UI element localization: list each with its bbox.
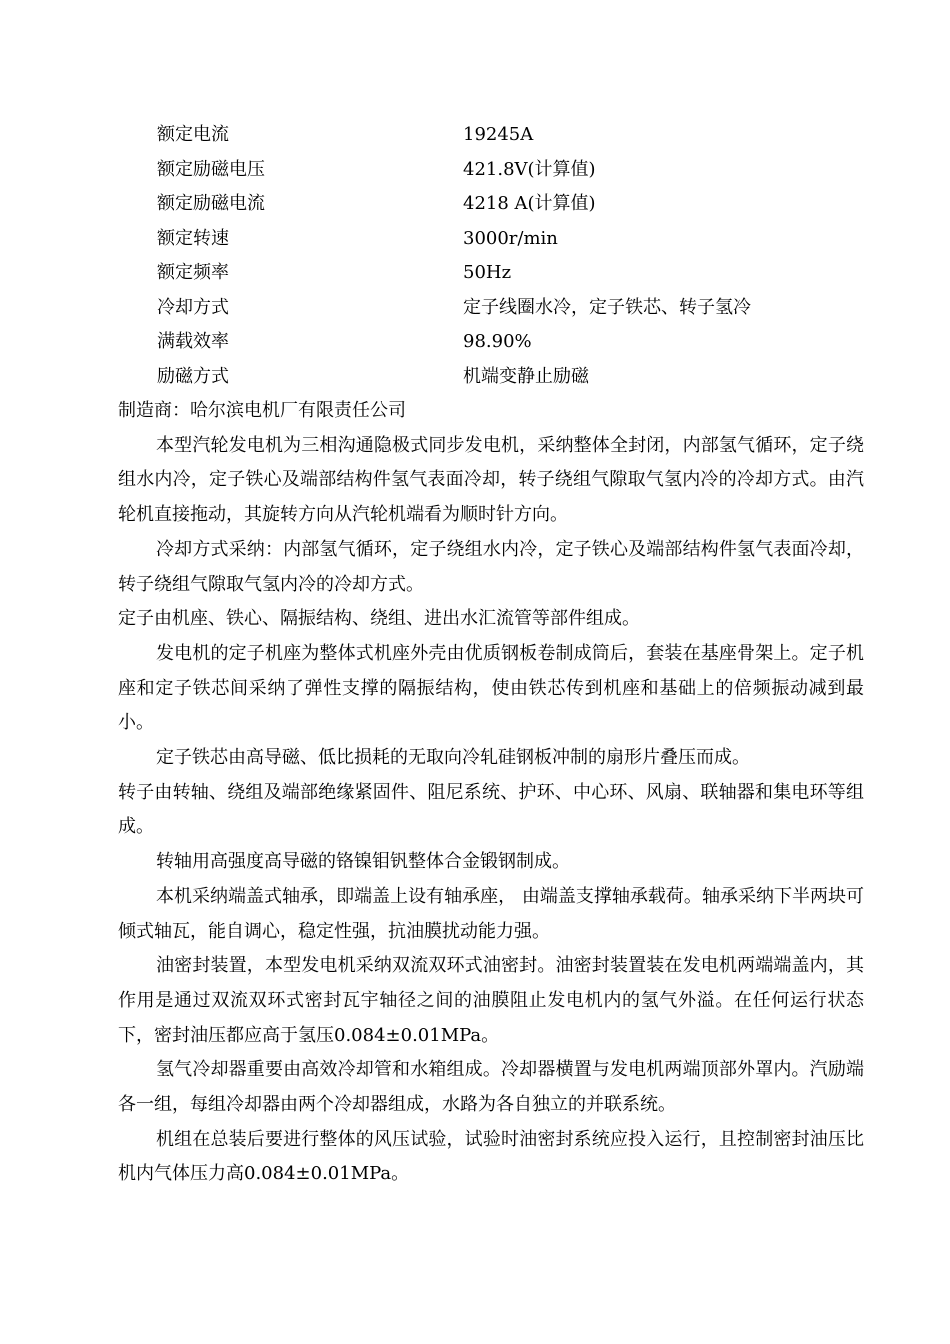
spec-value: 98.90% <box>463 331 532 352</box>
spec-value: 机端变静止励磁 <box>463 365 589 387</box>
spec-label: 额定频率 <box>157 262 229 283</box>
paragraph: 转子由转轴、绕组及端部绝缘紧固件、阻尼系统、护环、中心环、风扇、联轴器和集电环等组成。 <box>118 781 864 838</box>
spec-row <box>0 360 950 395</box>
manufacturer-line: 制造商：哈尔滨电机厂有限责任公司 <box>118 400 406 421</box>
paragraph: 定子铁芯由高导磁、低比损耗的无取向冷轧硅钢板冲制的扇形片叠压而成。 <box>156 747 750 769</box>
paragraph: 本机采纳端盖式轴承，即端盖上设有轴承座， 由端盖支撑轴承载荷。轴承采纳下半两块可倾式轴瓦，能自调心，稳定性强，抗油膜扰动能力强。 <box>118 885 864 942</box>
spec-label: 额定电流 <box>157 124 229 145</box>
spec-row <box>0 325 950 360</box>
spec-value: 50Hz <box>463 262 512 283</box>
paragraph: 转轴用高强度高导磁的铬镍钼钒整体合金锻钢制成。 <box>156 851 570 873</box>
paragraph: 本型汽轮发电机为三相沟通隐极式同步发电机，采纳整体全封闭，内部氢气循环，定子绕组水内冷，定子铁心及端部结构件氢气表面冷却，转子绕组气隙取气氢内冷的冷却方式。由汽轮机直接拖动，其旋转方向从汽轮机端看为顺时针方向。 <box>118 434 864 526</box>
spec-value: 定子线圈水冷，定子铁芯、转子氢冷 <box>463 296 751 318</box>
spec-table <box>0 118 950 394</box>
spec-row <box>0 153 950 188</box>
spec-label: 励磁方式 <box>157 365 229 387</box>
spec-label: 冷却方式 <box>157 296 229 318</box>
paragraph: 机组在总装后要进行整体的风压试验，试验时油密封系统应投入运行，且控制密封油压比机内气体压力高0.084±0.01MPa。 <box>118 1128 864 1185</box>
paragraph: 氢气冷却器重要由高效冷却管和水箱组成。冷却器横置与发电机两端顶部外罩内。汽励端各一组，每组冷却器由两个冷却器组成，水路为各自独立的并联系统。 <box>118 1059 864 1116</box>
paragraph: 定子由机座、铁心、隔振结构、绕组、进出水汇流管等部件组成。 <box>118 608 640 630</box>
spec-row <box>0 291 950 326</box>
spec-row <box>0 118 950 153</box>
paragraph: 冷却方式采纳：内部氢气循环，定子绕组水内冷，定子铁心及端部结构件氢气表面冷却，转子绕组气隙取气氢内冷的冷却方式。 <box>118 538 864 595</box>
document-body <box>118 394 864 1192</box>
spec-value: 3000r/min <box>463 227 558 249</box>
spec-row <box>0 256 950 291</box>
spec-label: 满载效率 <box>157 331 229 352</box>
paragraph: 油密封装置，本型发电机采纳双流双环式油密封。油密封装置装在发电机两端端盖内，其作用是通过双流双环式密封瓦宇轴径之间的油膜阻止发电机内的氢气外溢。在任何运行状态下，密封油压都应高于氢压0.084±0.01MPa。 <box>118 955 864 1046</box>
spec-value: 421.8V(计算值) <box>463 158 596 180</box>
spec-row <box>0 187 950 222</box>
spec-label: 额定励磁电压 <box>157 158 265 180</box>
paragraph: 发电机的定子机座为整体式机座外壳由优质钢板卷制成筒后，套装在基座骨架上。定子机座和定子铁芯间采纳了弹性支撑的隔振结构，使由铁芯传到机座和基础上的倍频振动减到最小。 <box>118 642 864 734</box>
spec-value: 19245A <box>463 124 534 145</box>
spec-row <box>0 222 950 257</box>
spec-label: 额定励磁电流 <box>157 193 265 214</box>
spec-value: 4218 A(计算值) <box>463 193 596 214</box>
spec-label: 额定转速 <box>157 227 229 249</box>
